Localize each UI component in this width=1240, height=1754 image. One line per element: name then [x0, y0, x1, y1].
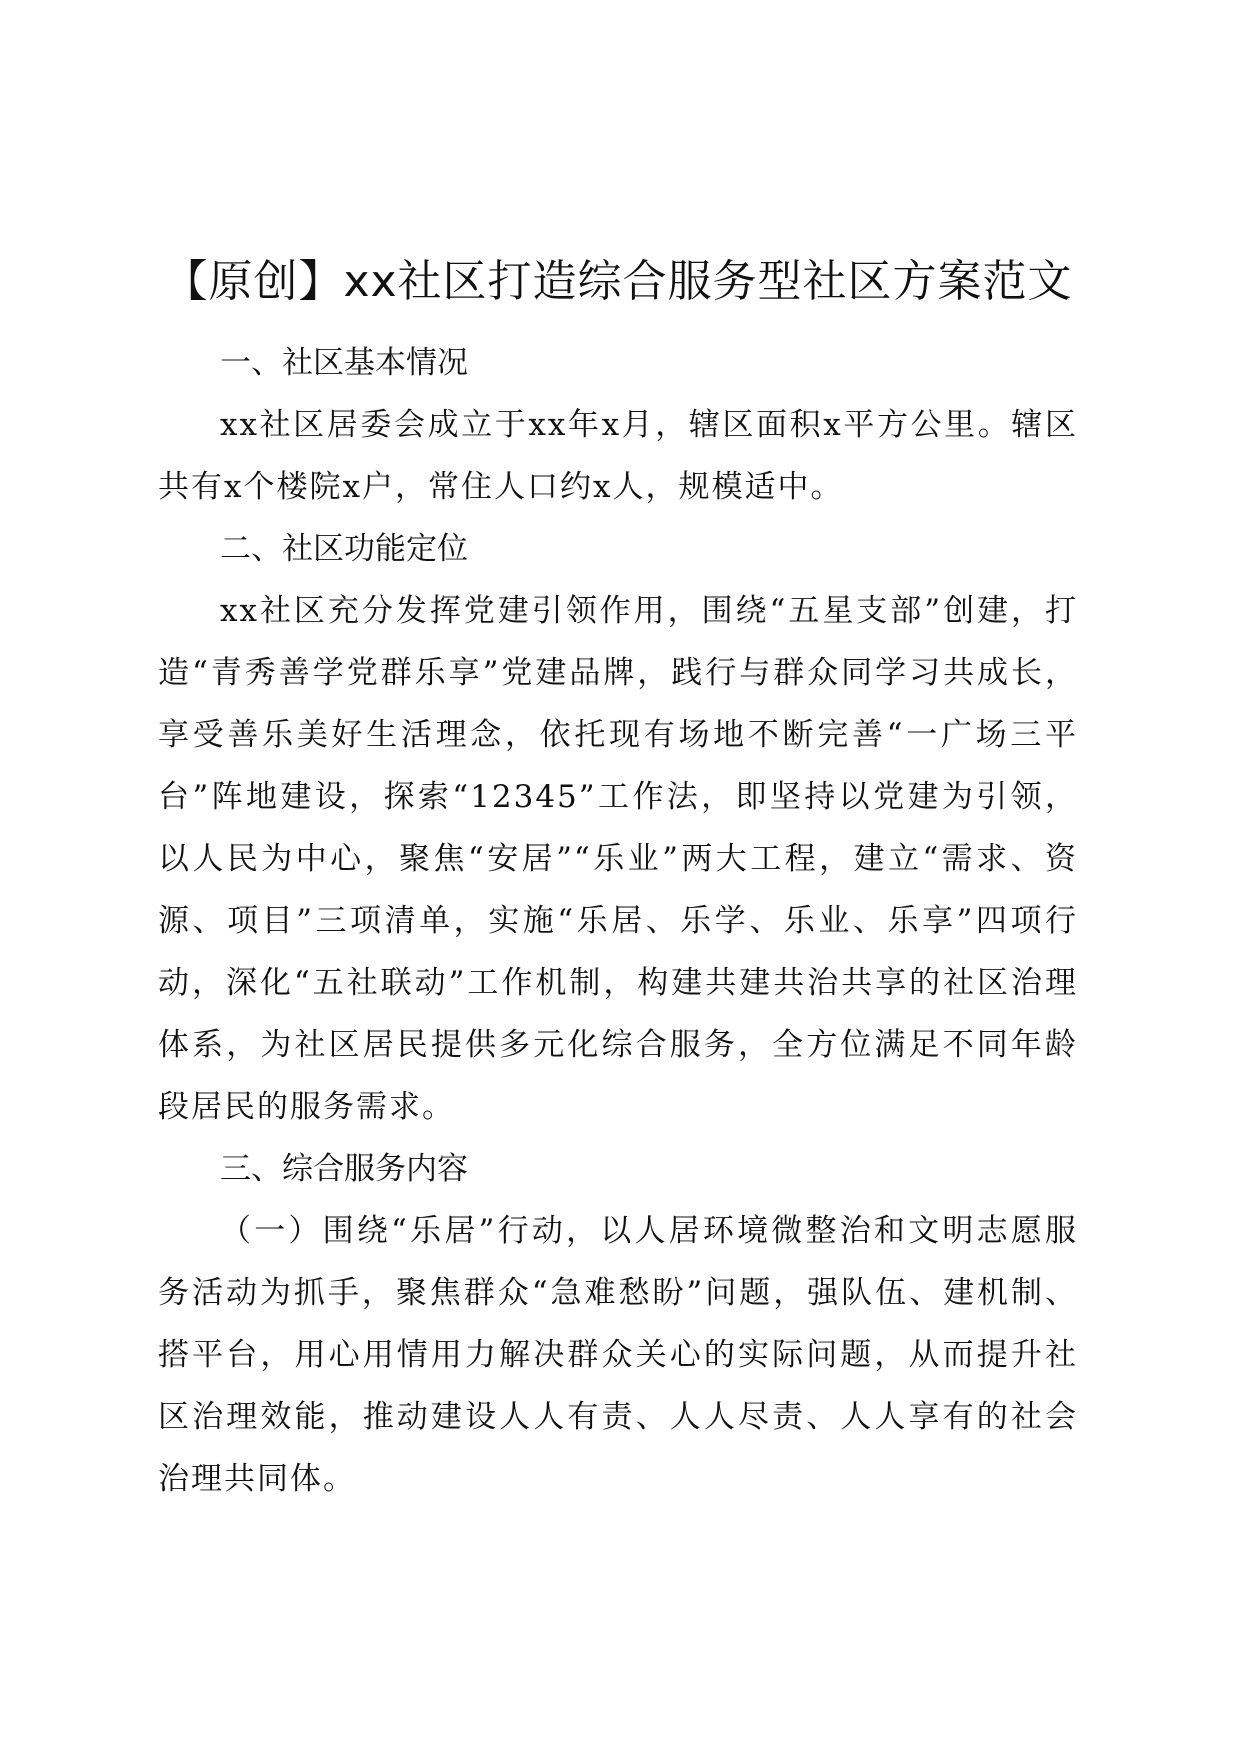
section-function-positioning — [158, 518, 1078, 1138]
document-page — [158, 250, 1078, 1510]
section-heading: 一、社区基本情况 — [220, 345, 468, 381]
section-basic-info — [158, 332, 1078, 518]
document-title: 【原创】xx社区打造综合服务型社区方案范文 — [163, 256, 1073, 307]
section-paragraph: xx社区居委会成立于xx年x月，辖区面积x平方公里。辖区共有x个楼院x户，常住人口约x人，规模适中。 — [158, 407, 1078, 505]
section-paragraph: （一）围绕“乐居”行动，以人居环境微整治和文明志愿服务活动为抓手，聚焦群众“急难愁盼”问题，强队伍、建机制、搭平台，用心用情用力解决群众关心的实际问题，从而提升社区治理效能，推动建设人人有责、人人尽责、人人享有的社会治理共同体。 — [158, 1213, 1078, 1497]
section-service-content — [158, 1138, 1078, 1510]
section-paragraph: xx社区充分发挥党建引领作用，围绕“五星支部”创建，打造“青秀善学党群乐享”党建品牌，践行与群众同学习共成长，享受善乐美好生活理念，依托现有场地不断完善“一广场三平台”阵地建设，探索“12345”工作法，即坚持以党建为引领，以人民为中心，聚焦“安居”“乐业”两大工程，建立“需求、资源、项目”三项清单，实施“乐居、乐学、乐业、乐享”四项行动，深化“五社联动”工作机制，构建共建共治共享的社区治理体系，为社区居民提供多元化综合服务，全方位满足不同年龄段居民的服务需求。 — [158, 593, 1078, 1125]
section-heading: 三、综合服务内容 — [220, 1151, 468, 1187]
section-heading: 二、社区功能定位 — [220, 531, 468, 567]
